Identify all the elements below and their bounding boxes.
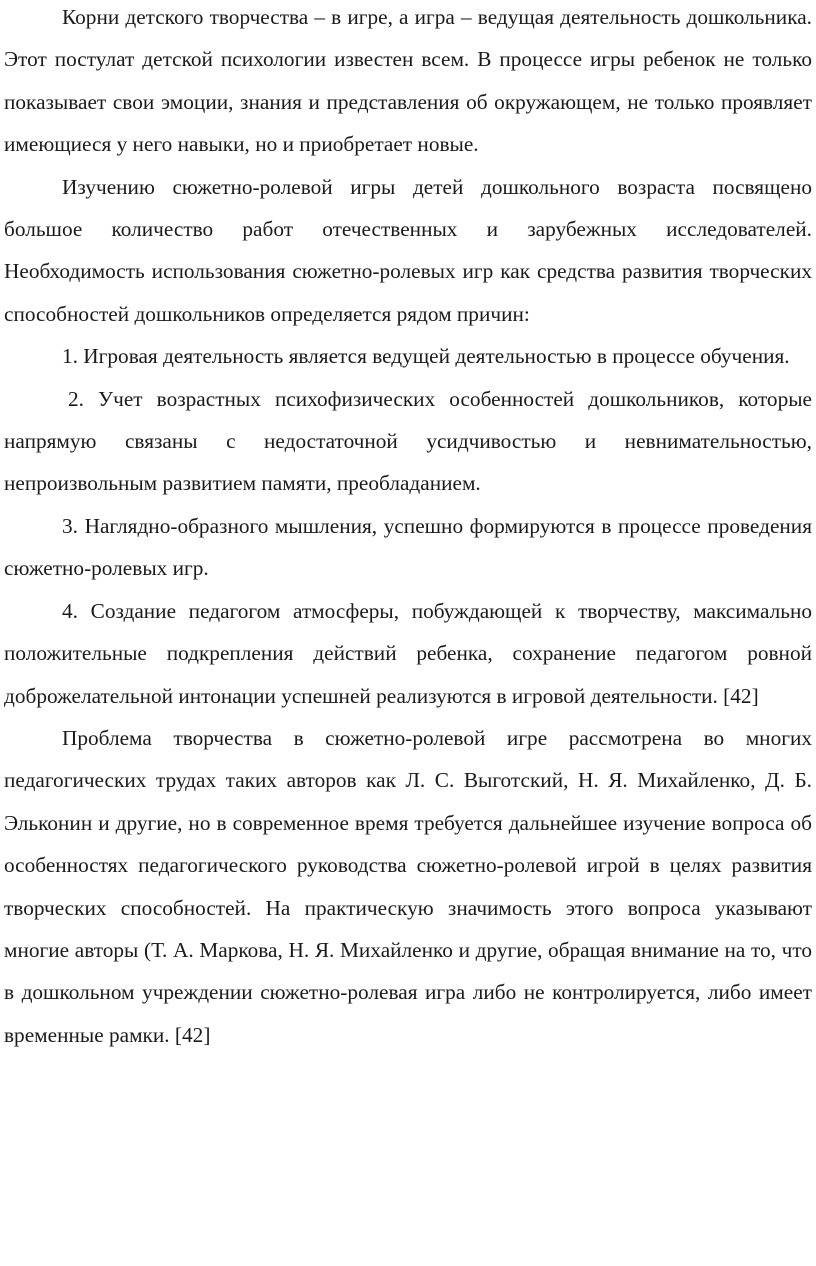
paragraph-research: Изучению сюжетно-ролевой игры детей дошкольного возраста посвящено большое количество работ отечественных и зарубежных исследователей. Необходимость использования сюжетно-ролевых игр как средства развития творческих способностей дошкольников определяется рядом причин:	[4, 174, 812, 326]
list-item-1: 1. Игровая деятельность является ведущей деятельностью в процессе обучения.	[62, 344, 790, 369]
paragraph-problem: Проблема творчества в сюжетно-ролевой игре рассмотрена во многих педагогических трудах таких авторов как Л. С. Выготский, Н. Я. Михайленко, Д. Б. Эльконин и другие, но в современное время требуется дальнейшее изучение вопроса об особенностях педагогического руководства сюжетно-ролевой игрой в целях развития творческих способностей. На практическую значимость этого вопроса указывают многие авторы (Т. А. Маркова, Н. Я. Михайленко и другие, обращая внимание на то, что в дошкольном учреждении сюжетно-ролевая игра либо не контролируется, либо имеет временные рамки. [42]	[4, 725, 812, 1047]
list-item-2: 2. Учет возрастных психофизических особенностей дошкольников, которые напрямую связаны с недостаточной усидчивостью и невнимательностью, непроизвольным развитием памяти, преобладанием.	[4, 386, 812, 496]
list-item-3: 3. Наглядно-образного мышления, успешно формируются в процессе проведения сюжетно-ролевых игр.	[4, 513, 812, 581]
list-item-4: 4. Создание педагогом атмосферы, побуждающей к творчеству, максимально положительные подкрепления действий ребенка, сохранение педагогом ровной доброжелательной интонации успешней реализуются в игровой деятельности. [42]	[4, 598, 812, 708]
paragraph-intro: Корни детского творчества – в игре, а игра – ведущая деятельность дошкольника. Этот постулат детской психологии известен всем. В процессе игры ребенок не только показывает свои эмоции, знания и представления об окружающем, не только проявляет имеющиеся у него навыки, но и приобретает новые.	[4, 5, 812, 157]
